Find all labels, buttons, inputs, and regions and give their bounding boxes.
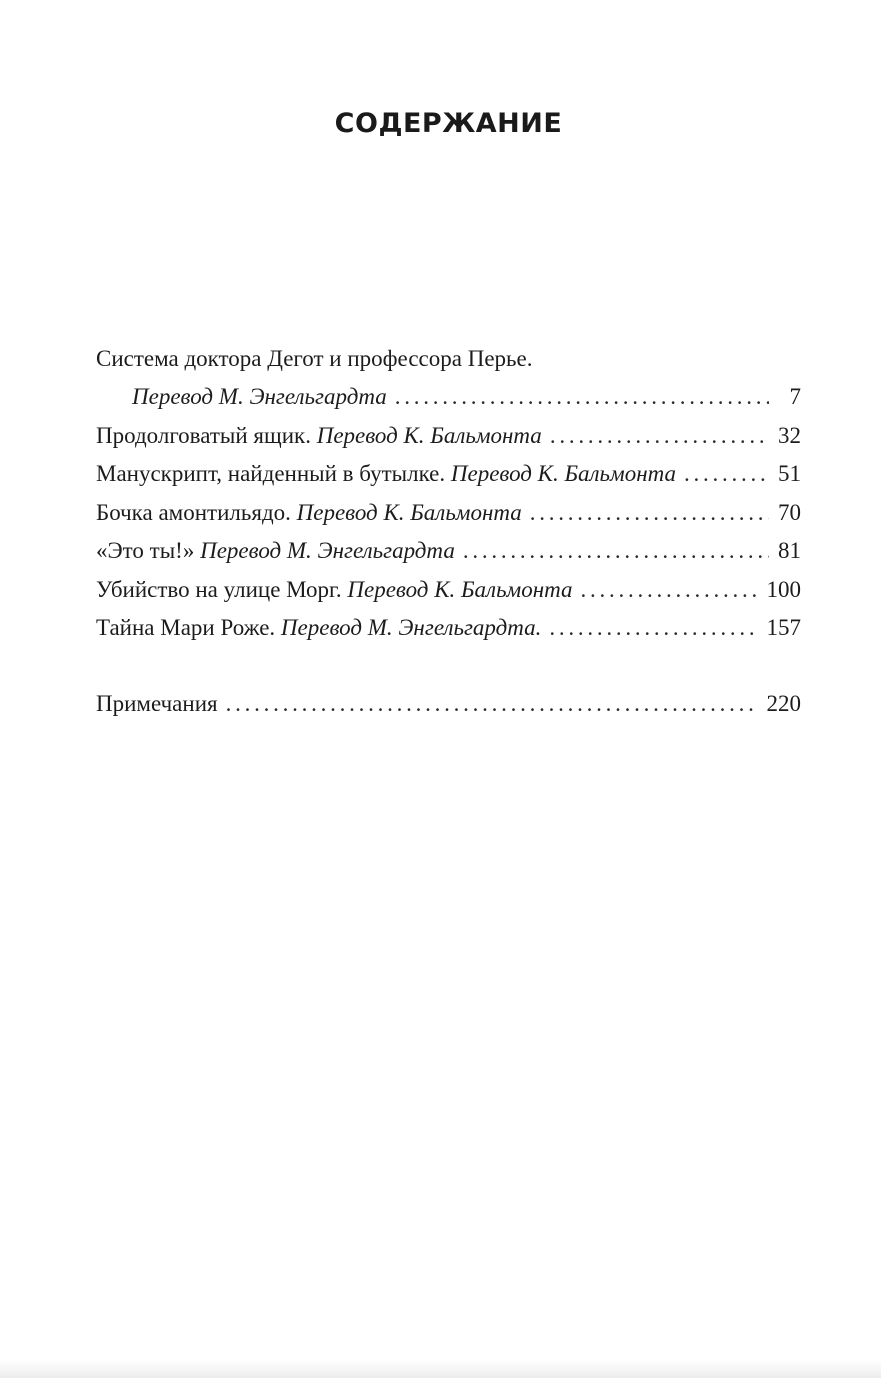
toc-entry-translator: Перевод М. Энгельгардта — [132, 384, 387, 409]
toc-entry-title-line — [96, 340, 801, 378]
toc-entry[interactable] — [96, 417, 801, 456]
toc-entry-page: 100 — [766, 576, 801, 602]
page-title: СОДЕРЖАНИЕ — [334, 108, 563, 139]
toc-entry-translator: Перевод К. Бальмонта — [450, 461, 676, 486]
dot-leader — [550, 417, 769, 456]
toc-entry-page: 81 — [778, 538, 801, 563]
dot-leader — [395, 378, 769, 417]
toc-entry-title: Манускрипт, найденный в бутылке. — [96, 461, 446, 486]
toc-entry-page: 70 — [778, 499, 801, 525]
toc-entry[interactable] — [96, 609, 801, 648]
toc-entry-translator: Перевод М. Энгельгардта. — [280, 615, 542, 640]
toc-entry-title: Система доктора Дегот и профессора Перье. — [96, 346, 533, 371]
toc-entry-page: 51 — [778, 461, 801, 486]
toc-entry-title: «Это ты!» — [96, 538, 195, 563]
dot-leader — [226, 685, 759, 724]
toc-entry[interactable] — [96, 532, 801, 571]
toc-entry[interactable] — [96, 494, 801, 533]
toc-entry-translator: Перевод К. Бальмонта — [296, 499, 522, 525]
dot-leader — [684, 455, 769, 494]
table-of-contents — [96, 340, 801, 723]
toc-entry-title: Бочка амонтильядо. — [96, 499, 291, 525]
toc-entry-translator: Перевод К. Бальмонта — [347, 576, 573, 602]
toc-entry-title: Тайна Мари Роже. — [96, 615, 276, 640]
page-edge-shadow — [0, 1360, 881, 1378]
toc-entry-title: Продолговатый ящик. — [96, 422, 311, 448]
toc-notes-title: Примечания — [96, 690, 218, 716]
toc-entry-title: Убийство на улице Морг. — [96, 576, 342, 602]
toc-entry[interactable] — [96, 378, 801, 417]
dot-leader — [463, 532, 769, 571]
dot-leader — [549, 609, 758, 648]
dot-leader — [581, 571, 759, 610]
toc-entry-page: 32 — [778, 422, 801, 448]
toc-entry-page: 157 — [766, 615, 801, 640]
toc-entry[interactable] — [96, 571, 801, 610]
toc-entry-translator: Перевод М. Энгельгардта — [200, 538, 455, 563]
toc-entry-notes[interactable] — [96, 685, 801, 724]
toc-entry-page: 7 — [789, 384, 801, 409]
toc-entry[interactable] — [96, 455, 801, 494]
toc-notes-page: 220 — [766, 690, 801, 716]
toc-entry-translator: Перевод К. Бальмонта — [316, 422, 542, 448]
dot-leader — [530, 494, 769, 533]
